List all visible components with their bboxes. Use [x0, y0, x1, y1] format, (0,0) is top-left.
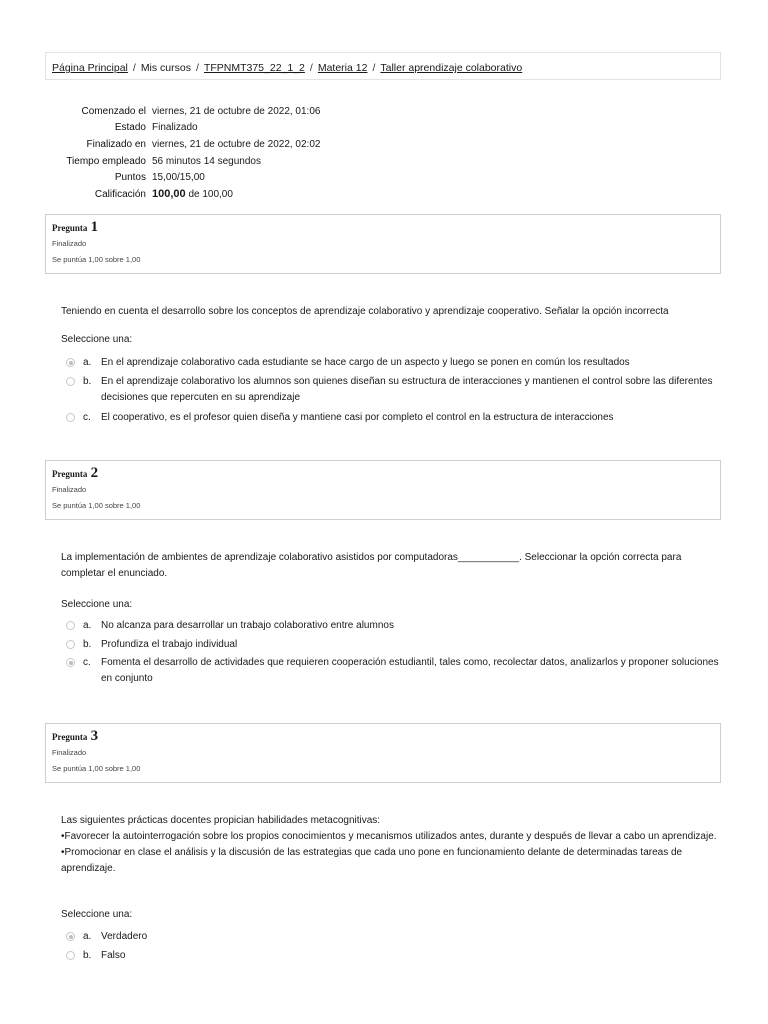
- answer-text: Fomenta el desarrollo de actividades que requieren cooperación estudiantil, tales como, recolectar datos, analizarlos y proponer soluciones en conjunto: [101, 657, 719, 684]
- question-title: [52, 465, 714, 482]
- attempt-summary: [50, 103, 320, 203]
- breadcrumb-separator: /: [372, 62, 376, 74]
- grade-score: 100,00: [152, 188, 186, 201]
- breadcrumb-activity-link[interactable]: Taller aprendizaje colaborativo: [380, 62, 523, 74]
- question-info-1: [45, 214, 721, 274]
- breadcrumb-home-link[interactable]: Página Principal: [52, 62, 128, 74]
- breadcrumb: [45, 52, 721, 80]
- grade-label: Calificación: [94, 188, 146, 200]
- answer-text: En el aprendizaje colaborativo cada estudiante se hace cargo de un aspecto y luego se ponen en común los resultados: [101, 357, 630, 368]
- radio-button[interactable]: [66, 658, 75, 667]
- summary-row-points: [50, 169, 320, 186]
- question-label: Pregunta: [52, 732, 88, 742]
- summary-value: 56 minutos 14 segundos: [152, 155, 261, 167]
- question-label: Pregunta: [52, 223, 88, 233]
- answer-text: El cooperativo, es el profesor quien diseña y mantiene casi por completo el control en la estructura de interacciones: [101, 412, 614, 423]
- summary-row-time: [50, 153, 320, 170]
- breadcrumb-separator: /: [132, 62, 136, 74]
- summary-row-started: [50, 103, 320, 120]
- question-info-3: [45, 723, 721, 783]
- summary-label: Comenzado el: [81, 105, 146, 117]
- summary-row-grade: [50, 186, 320, 203]
- breadcrumb-section-link[interactable]: Materia 12: [317, 62, 368, 74]
- question-info-2: [45, 460, 721, 520]
- answer-option-2c[interactable]: [66, 655, 726, 687]
- question-text-1: Teniendo en cuenta el desarrollo sobre los conceptos de aprendizaje colaborativo y aprendizaje cooperativo. Señalar la opción incorrecta: [61, 306, 669, 317]
- question-number: 3: [90, 728, 99, 744]
- radio-button[interactable]: [66, 640, 75, 649]
- answer-text: Profundiza el trabajo individual: [101, 639, 238, 650]
- answer-letter: a.: [83, 357, 92, 368]
- answer-option-3a[interactable]: [66, 929, 726, 945]
- question-number: 1: [90, 219, 99, 235]
- question-state: Finalizado: [52, 485, 87, 494]
- question-points: Se puntúa 1,00 sobre 1,00: [52, 255, 141, 264]
- answer-option-1b[interactable]: [66, 374, 726, 406]
- answer-option-3b[interactable]: [66, 948, 726, 964]
- answer-text: Verdadero: [101, 931, 148, 942]
- select-one-prompt: Seleccione una:: [61, 909, 133, 920]
- grade-value: [152, 188, 233, 200]
- answer-option-1c[interactable]: [66, 410, 726, 426]
- select-one-prompt: Seleccione una:: [61, 334, 133, 345]
- summary-row-finished: [50, 136, 320, 153]
- answer-option-2b[interactable]: [66, 637, 726, 653]
- question-state: Finalizado: [52, 239, 87, 248]
- question-title: [52, 219, 714, 236]
- radio-button[interactable]: [66, 951, 75, 960]
- answer-letter: a.: [83, 931, 92, 942]
- breadcrumb-my-courses[interactable]: Mis cursos: [140, 62, 191, 74]
- answer-letter: c.: [83, 657, 91, 668]
- breadcrumb-separator: /: [196, 62, 199, 74]
- question-text-line: Las siguientes prácticas docentes propician habilidades metacognitivas:: [61, 815, 381, 826]
- question-title: [52, 728, 714, 745]
- radio-button[interactable]: [66, 621, 75, 630]
- question-state: Finalizado: [52, 748, 87, 757]
- question-text-3: [61, 813, 721, 877]
- answer-letter: b.: [83, 950, 92, 961]
- radio-button[interactable]: [66, 932, 75, 941]
- answer-letter: c.: [83, 412, 91, 423]
- answer-text: En el aprendizaje colaborativo los alumnos son quienes diseñan su estructura de interacciones y mantienen el control sobre las diferentes decisiones que repercuten en su aprendizaje: [101, 376, 713, 403]
- summary-label: Estado: [114, 122, 146, 134]
- question-label: Pregunta: [52, 469, 88, 479]
- answer-text: Falso: [101, 950, 126, 961]
- answer-letter: a.: [83, 620, 92, 631]
- answer-option-1a[interactable]: [66, 355, 726, 371]
- question-text-2: La implementación de ambientes de aprendizaje colaborativo asistidos por computadoras___________. Seleccionar la opción correcta para completar el enunciado.: [61, 552, 682, 579]
- question-number: 2: [90, 465, 99, 481]
- select-one-prompt: Seleccione una:: [61, 599, 133, 610]
- grade-max: de 100,00: [188, 189, 233, 201]
- breadcrumb-course-link[interactable]: TFPNMT375_22_1_2: [203, 62, 305, 74]
- breadcrumb-separator: /: [309, 62, 313, 74]
- summary-row-state: [50, 120, 320, 137]
- summary-label: Tiempo empleado: [66, 155, 146, 167]
- radio-button[interactable]: [66, 413, 75, 422]
- answer-letter: b.: [83, 639, 92, 650]
- question-text-line: •Favorecer la autointerrogación sobre los propios conocimientos y mecanismos utilizados antes, durante y después de llevar a cabo un aprendizaje.: [61, 831, 717, 842]
- answer-letter: b.: [83, 376, 92, 387]
- answer-option-2a[interactable]: [66, 618, 726, 634]
- summary-value: viernes, 21 de octubre de 2022, 02:02: [152, 138, 321, 150]
- question-text-line: •Promocionar en clase el análisis y la discusión de las estrategias que cada uno pone en funcionamiento delante de determinadas tareas de aprendizaje.: [61, 847, 683, 874]
- summary-label: Finalizado en: [86, 138, 146, 150]
- radio-button[interactable]: [66, 358, 75, 367]
- summary-label: Puntos: [114, 172, 146, 184]
- summary-value: viernes, 21 de octubre de 2022, 01:06: [152, 105, 321, 117]
- radio-button[interactable]: [66, 377, 75, 386]
- summary-value: 15,00/15,00: [152, 172, 205, 184]
- question-points: Se puntúa 1,00 sobre 1,00: [52, 764, 141, 773]
- answer-text: No alcanza para desarrollar un trabajo colaborativo entre alumnos: [101, 620, 394, 631]
- question-points: Se puntúa 1,00 sobre 1,00: [52, 501, 141, 510]
- summary-value: Finalizado: [152, 122, 198, 134]
